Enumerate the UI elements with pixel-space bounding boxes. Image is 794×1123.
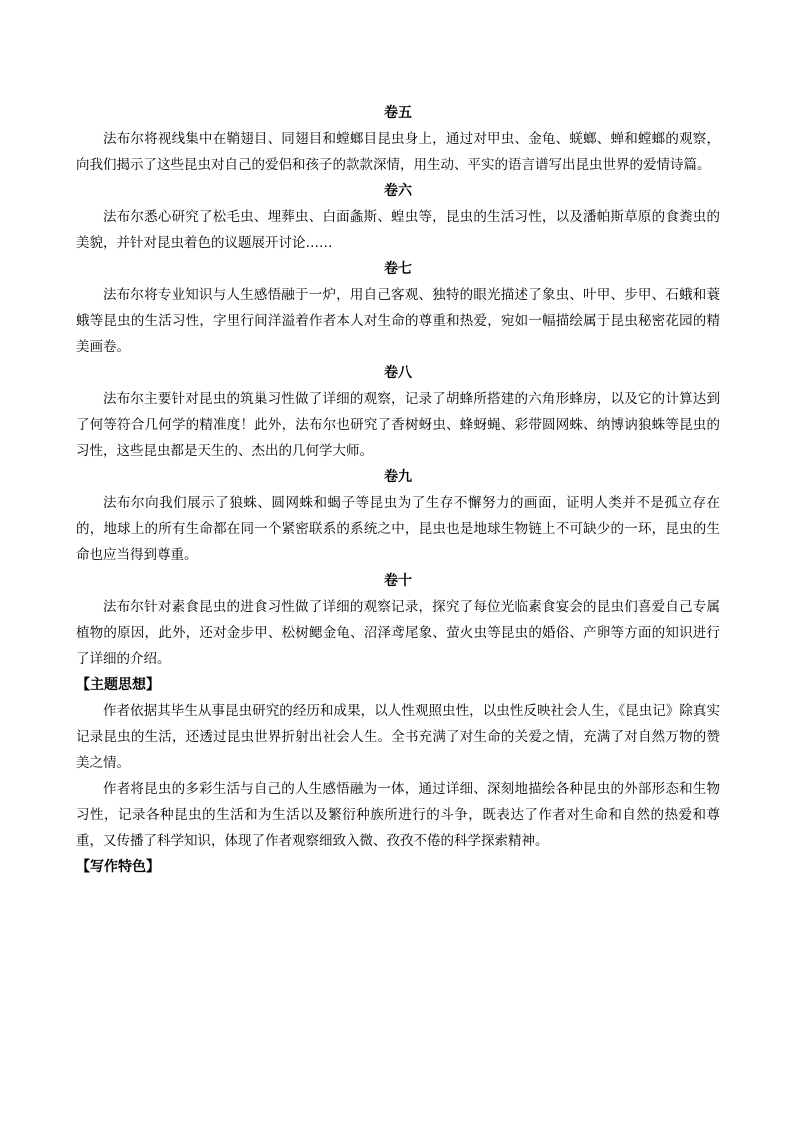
writing-features-heading: 【写作特色】 — [76, 859, 160, 875]
document-page — [76, 100, 720, 880]
volume-title: 卷六 — [384, 183, 412, 199]
theme-paragraph: 作者将昆虫的多彩生活与自己的人生感悟融为一体，通过详细、深刻地描绘各种昆虫的外部形态和生物习性，记录各种昆虫的生活和为生活以及繁衍种族所进行的斗争，既表达了作者对生命和自然的热爱和尊重，又传播了科学知识，体现了作者观察细致入微、孜孜不倦的科学探索精神。 — [76, 781, 720, 849]
theme-paragraph: 作者依据其毕生从事昆虫研究的经历和成果，以人性观照虫性，以虫性反映社会人生，《昆虫记》除真实记录昆虫的生活，还透过昆虫世界折射出社会人生。全书充满了对生命的关爱之情，充满了对自然万物的赞美之情。 — [76, 703, 720, 771]
volume-title: 卷五 — [384, 105, 412, 121]
volume-summary: 法布尔将专业知识与人生感悟融于一炉，用自己客观、独特的眼光描述了象虫、叶甲、步甲、石蛾和蓑蛾等昆虫的生活习性，字里行间洋溢着作者本人对生命的尊重和热爱，宛如一幅描绘属于昆虫秘密花园的精美画卷。 — [76, 287, 720, 355]
volume-summary: 法布尔主要针对昆虫的筑巢习性做了详细的观察，记录了胡蜂所搭建的六角形蜂房，以及它的计算达到了何等符合几何学的精准度！此外，法布尔也研究了香树蚜虫、蜂蚜蝇、彩带圆网蛛、纳博讷狼蛛等昆虫的习性，这些昆虫都是天生的、杰出的几何学大师。 — [76, 391, 720, 459]
volume-summary: 法布尔将视线集中在鞘翅目、同翅目和螳螂目昆虫身上，通过对甲虫、金龟、蜣螂、蝉和螳螂的观察，向我们揭示了这些昆虫对自己的爱侣和孩子的款款深情，用生动、平实的语言谱写出昆虫世界的爱情诗篇。 — [76, 131, 720, 173]
theme-heading: 【主题思想】 — [76, 677, 160, 693]
volume-summary: 法布尔悉心研究了松毛虫、埋葬虫、白面螽斯、蝗虫等，昆虫的生活习性，以及潘帕斯草原的食粪虫的美貌，并针对昆虫着色的议题展开讨论…… — [76, 209, 720, 251]
volume-title: 卷九 — [384, 469, 412, 485]
volume-summary: 法布尔向我们展示了狼蛛、圆网蛛和蝎子等昆虫为了生存不懈努力的画面，证明人类并不是孤立存在的，地球上的所有生命都在同一个紧密联系的系统之中，昆虫也是地球生物链上不可缺少的一环，昆虫的生命也应当得到尊重。 — [76, 495, 720, 563]
volume-summary: 法布尔针对素食昆虫的进食习性做了详细的观察记录，探究了每位光临素食宴会的昆虫们喜爱自己专属植物的原因，此外，还对金步甲、松树鳃金龟、沼泽鸢尾象、萤火虫等昆虫的婚俗、产卵等方面的知识进行了详细的介绍。 — [76, 599, 720, 667]
volume-title: 卷七 — [384, 261, 412, 277]
volume-title: 卷八 — [384, 365, 412, 381]
volume-title: 卷十 — [384, 573, 412, 589]
